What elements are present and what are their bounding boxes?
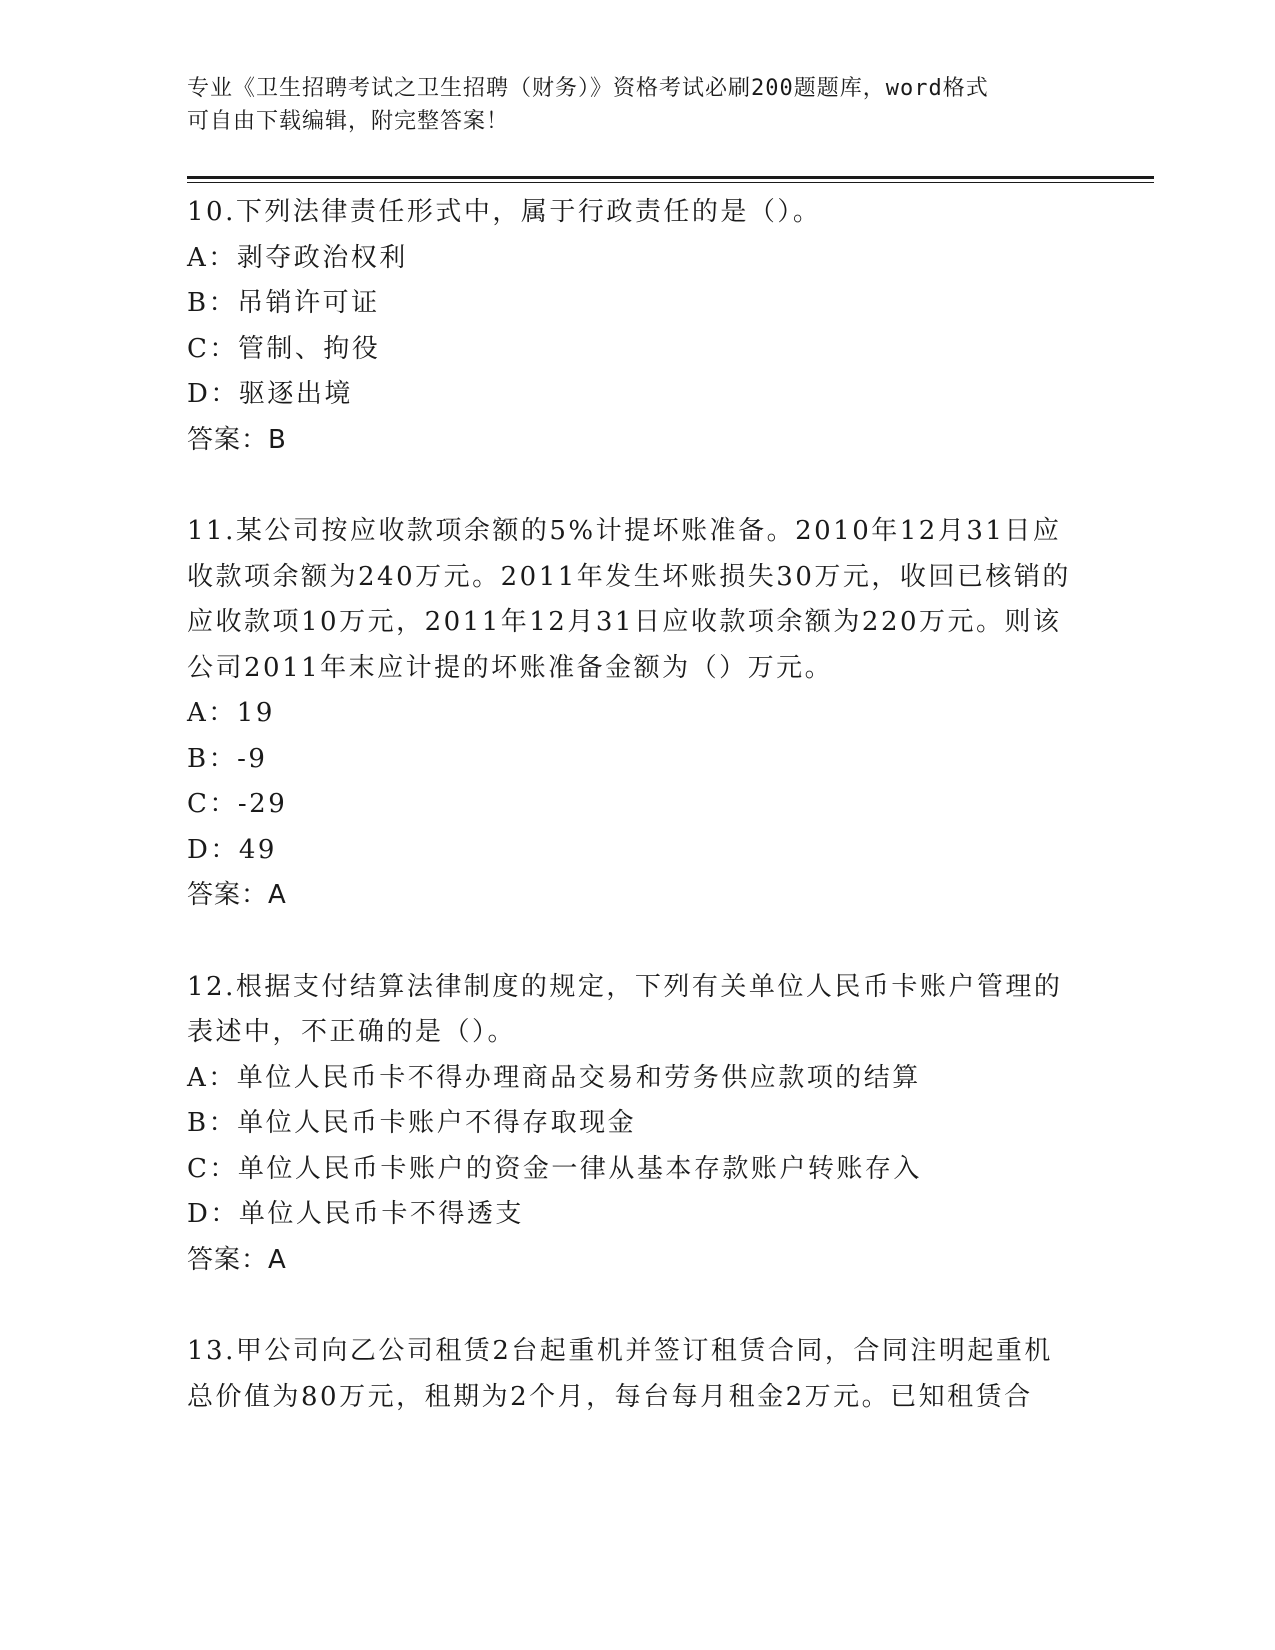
header-divider-thin: [187, 182, 1154, 183]
question-text: 10.下列法律责任形式中，属于行政责任的是（）。: [187, 197, 822, 227]
question-text: 12.根据支付结算法律制度的规定，下列有关单位人民币卡账户管理的: [187, 971, 1063, 1002]
question-13: [187, 1329, 1087, 1420]
header-title-line-2: 可自由下载编辑，附完整答案！: [187, 109, 510, 134]
question-text: 总价值为80万元，租期为2个月，每台每月租金2万元。已知租赁合: [187, 1381, 1033, 1412]
answer-line: 答案：A: [187, 1244, 287, 1275]
option-a: A：19: [187, 698, 275, 728]
question-list: [187, 190, 1087, 1466]
question-11: [187, 509, 1087, 919]
question-text: 公司2011年末应计提的坏账准备金额为（）万元。: [187, 652, 834, 683]
option-d: D：驱逐出境: [187, 379, 353, 409]
option-a: A：剥夺政治权利: [187, 242, 408, 273]
option-a: A：单位人民币卡不得办理商品交易和劳务供应款项的结算: [187, 1062, 921, 1093]
question-text: 应收款项10万元，2011年12月31日应收款项余额为220万元。则该: [187, 607, 1062, 637]
option-c: C：管制、拘役: [187, 333, 381, 364]
question-text: 表述中，不正确的是（）。: [187, 1017, 517, 1047]
answer-line: 答案：A: [187, 880, 287, 910]
question-text: 11.某公司按应收款项余额的5%计提坏账准备。2010年12月31日应: [187, 516, 1062, 546]
question-text: 13.甲公司向乙公司租赁2台起重机并签订租赁合同，合同注明起重机: [187, 1336, 1053, 1366]
option-c: C：-29: [187, 789, 288, 819]
option-b: B：-9: [187, 743, 268, 774]
option-c: C：单位人民币卡账户的资金一律从基本存款账户转账存入: [187, 1153, 922, 1184]
question-text: 收款项余额为240万元。2011年发生坏账损失30万元，收回已核销的: [187, 561, 1071, 592]
option-d: D：49: [187, 834, 277, 865]
document-header: [187, 72, 1087, 138]
option-d: D：单位人民币卡不得透支: [187, 1199, 524, 1229]
header-divider-thick: [187, 176, 1154, 179]
answer-line: 答案：B: [187, 424, 287, 455]
option-b: B：吊销许可证: [187, 288, 380, 318]
header-title-line-1: 专业《卫生招聘考试之卫生招聘（财务）》资格考试必刷200题题库，word格式: [187, 76, 989, 101]
question-12: [187, 965, 1087, 1284]
option-b: B：单位人民币卡账户不得存取现金: [187, 1108, 637, 1138]
question-10: [187, 190, 1087, 463]
